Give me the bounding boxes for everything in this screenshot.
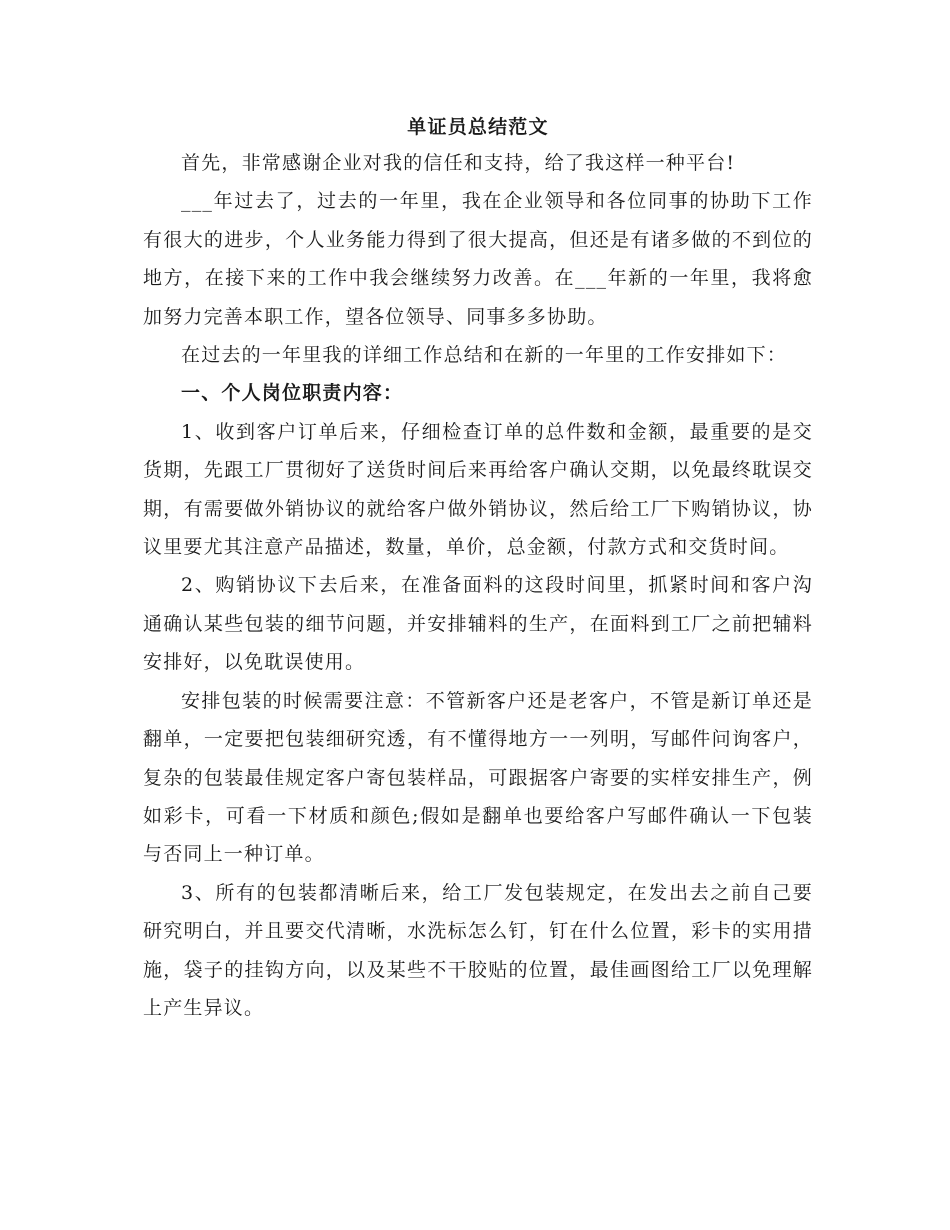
paragraph-item-3: 3、所有的包装都清晰后来，给工厂发包装规定，在发出去之前自己要研究明白，并且要交代清晰，水洗标怎么钉，钉在什么位置，彩卡的实用措施，袋子的挂钩方向，以及某些不干胶贴的位置，最佳画图给工厂以免理解上产生异议。 bbox=[143, 881, 813, 1019]
paragraph-packaging-notes: 安排包装的时候需要注意：不管新客户还是老客户，不管是新订单还是翻单，一定要把包装细研究透，有不懂得地方一一列明，写邮件问询客户，复杂的包装最佳规定客户寄包装样品，可跟据客户寄要的实样安排生产，例如彩卡，可看一下材质和颜色;假如是翻单也要给客户写邮件确认一下包装与否同上一种订单。 bbox=[143, 689, 813, 866]
paragraph-thanks: 首先，非常感谢企业对我的信任和支持，给了我这样一种平台! bbox=[181, 152, 736, 174]
document-body bbox=[143, 112, 813, 1027]
paragraph-summary-intro: 在过去的一年里我的详细工作总结和在新的一年里的工作安排如下： bbox=[181, 344, 788, 367]
section-heading-duties: 一、个人岗位职责内容： bbox=[181, 382, 404, 405]
document-title: 单证员总结范文 bbox=[407, 116, 549, 138]
paragraph-year-review: ___年过去了，过去的一年里，我在企业领导和各位同事的协助下工作有很大的进步，个人业务能力得到了很大提高，但还是有诸多做的不到位的地方，在接下来的工作中我会继续努力改善。在___年新的一年里，我将愈加努力完善本职工作，望各位领导、同事多多协助。 bbox=[143, 190, 813, 328]
paragraph-item-1: 1、收到客户订单后来，仔细检查订单的总件数和金额，最重要的是交货期，先跟工厂贯彻好了送货时间后来再给客户确认交期，以免最终耽误交期，有需要做外销协议的就给客户做外销协议，然后给工厂下购销协议，协议里要尤其注意产品描述，数量，单价，总金额，付款方式和交货时间。 bbox=[143, 420, 813, 559]
paragraph-item-2: 2、购销协议下去后来，在准备面料的这段时间里，抓紧时间和客户沟通确认某些包装的细节问题，并安排辅料的生产，在面料到工厂之前把辅料安排好，以免耽误使用。 bbox=[143, 574, 813, 674]
